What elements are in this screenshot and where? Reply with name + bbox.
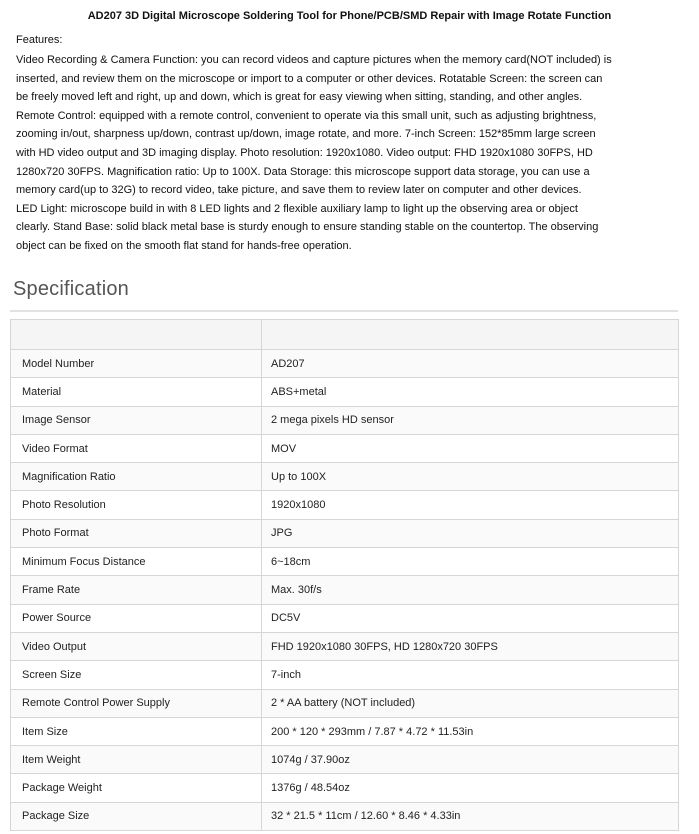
spec-value: 200 * 120 * 293mm / 7.87 * 4.72 * 11.53in <box>262 717 679 745</box>
features-label: Features: <box>16 34 63 46</box>
spec-row <box>11 576 679 604</box>
features-line: memory card(up to 32G) to record video, take picture, and save them to review later on computer and other devices. <box>16 184 582 197</box>
spec-row <box>11 491 679 519</box>
spec-row <box>11 717 679 745</box>
spec-label: Frame Rate <box>11 576 262 604</box>
features-line: be freely moved left and right, up and down, which is great for easy viewing when sitting, standing, and other angles. <box>16 91 583 104</box>
spec-label: Material <box>11 378 262 406</box>
spec-value: JPG <box>262 519 679 547</box>
spec-value: Max. 30f/s <box>262 576 679 604</box>
spec-label: Power Source <box>11 604 262 632</box>
spec-table-header-row <box>11 320 679 350</box>
spec-row <box>11 519 679 547</box>
spec-value: 32 * 21.5 * 11cm / 12.60 * 8.46 * 4.33in <box>262 802 679 830</box>
features-line: inserted, and review them on the microscope or import to a computer or other devices. Rotatable Screen: the screen can <box>16 72 603 85</box>
spec-row <box>11 548 679 576</box>
spec-row <box>11 406 679 434</box>
spec-label: Remote Control Power Supply <box>11 689 262 717</box>
spec-row <box>11 378 679 406</box>
spec-label: Image Sensor <box>11 406 262 434</box>
spec-row <box>11 434 679 462</box>
spec-label: Item Size <box>11 717 262 745</box>
spec-value: 2 mega pixels HD sensor <box>262 406 679 434</box>
spec-row <box>11 689 679 717</box>
spec-label: Package Weight <box>11 774 262 802</box>
spec-value: ABS+metal <box>262 378 679 406</box>
spec-value: 7-inch <box>262 661 679 689</box>
features-line: object can be fixed on the smooth flat stand for hands-free operation. <box>16 239 352 252</box>
spec-row <box>11 661 679 689</box>
spec-value: FHD 1920x1080 30FPS, HD 1280x720 30FPS <box>262 632 679 660</box>
features-text <box>16 51 668 256</box>
spec-value: 6~18cm <box>262 548 679 576</box>
spec-row <box>11 746 679 774</box>
spec-label: Minimum Focus Distance <box>11 548 262 576</box>
spec-label: Model Number <box>11 350 262 378</box>
spec-label: Item Weight <box>11 746 262 774</box>
spec-label: Video Output <box>11 632 262 660</box>
spec-header-cell-empty <box>11 320 262 350</box>
product-title: AD207 3D Digital Microscope Soldering Tool for Phone/PCB/SMD Repair with Image Rotate Function <box>87 10 612 22</box>
spec-row <box>11 350 679 378</box>
features-line: with HD video output and 3D imaging display. Photo resolution: 1920x1080. Video output: FHD 1920x1080 30FPS, HD <box>16 146 593 159</box>
spec-value: 2 * AA battery (NOT included) <box>262 689 679 717</box>
specification-divider <box>10 310 678 312</box>
spec-row <box>11 802 679 830</box>
spec-label: Video Format <box>11 434 262 462</box>
spec-value: DC5V <box>262 604 679 632</box>
features-line: clearly. Stand Base: solid black metal base is sturdy enough to ensure standing stable on the countertop. The observing <box>16 221 599 234</box>
spec-row <box>11 463 679 491</box>
features-line: LED Light: microscope build in with 8 LED lights and 2 flexible auxiliary lamp to light up the observing area or object <box>16 202 578 215</box>
features-line: Remote Control: equipped with a remote control, convenient to operate via this small unit, such as adjusting brightness, <box>16 109 597 122</box>
spec-row <box>11 632 679 660</box>
spec-value: MOV <box>262 434 679 462</box>
features-line: zooming in/out, sharpness up/down, contrast up/down, image rotate, and more. 7-inch Screen: 152*85mm large screen <box>16 128 596 141</box>
spec-label: Package Size <box>11 802 262 830</box>
spec-label: Screen Size <box>11 661 262 689</box>
spec-label: Photo Resolution <box>11 491 262 519</box>
specification-heading: Specification <box>13 278 129 300</box>
spec-value: 1074g / 37.90oz <box>262 746 679 774</box>
spec-value: Up to 100X <box>262 463 679 491</box>
spec-value: 1920x1080 <box>262 491 679 519</box>
specification-table <box>10 319 679 831</box>
spec-header-cell-empty <box>262 320 679 350</box>
features-line: Video Recording & Camera Function: you can record videos and capture pictures when the memory card(NOT included) is <box>16 54 612 66</box>
spec-row <box>11 604 679 632</box>
spec-value: AD207 <box>262 350 679 378</box>
features-line: 1280x720 30FPS. Magnification ratio: Up to 100X. Data Storage: this microscope support data storage, you can use a <box>16 165 590 178</box>
spec-value: 1376g / 48.54oz <box>262 774 679 802</box>
spec-label: Magnification Ratio <box>11 463 262 491</box>
spec-row <box>11 774 679 802</box>
spec-label: Photo Format <box>11 519 262 547</box>
